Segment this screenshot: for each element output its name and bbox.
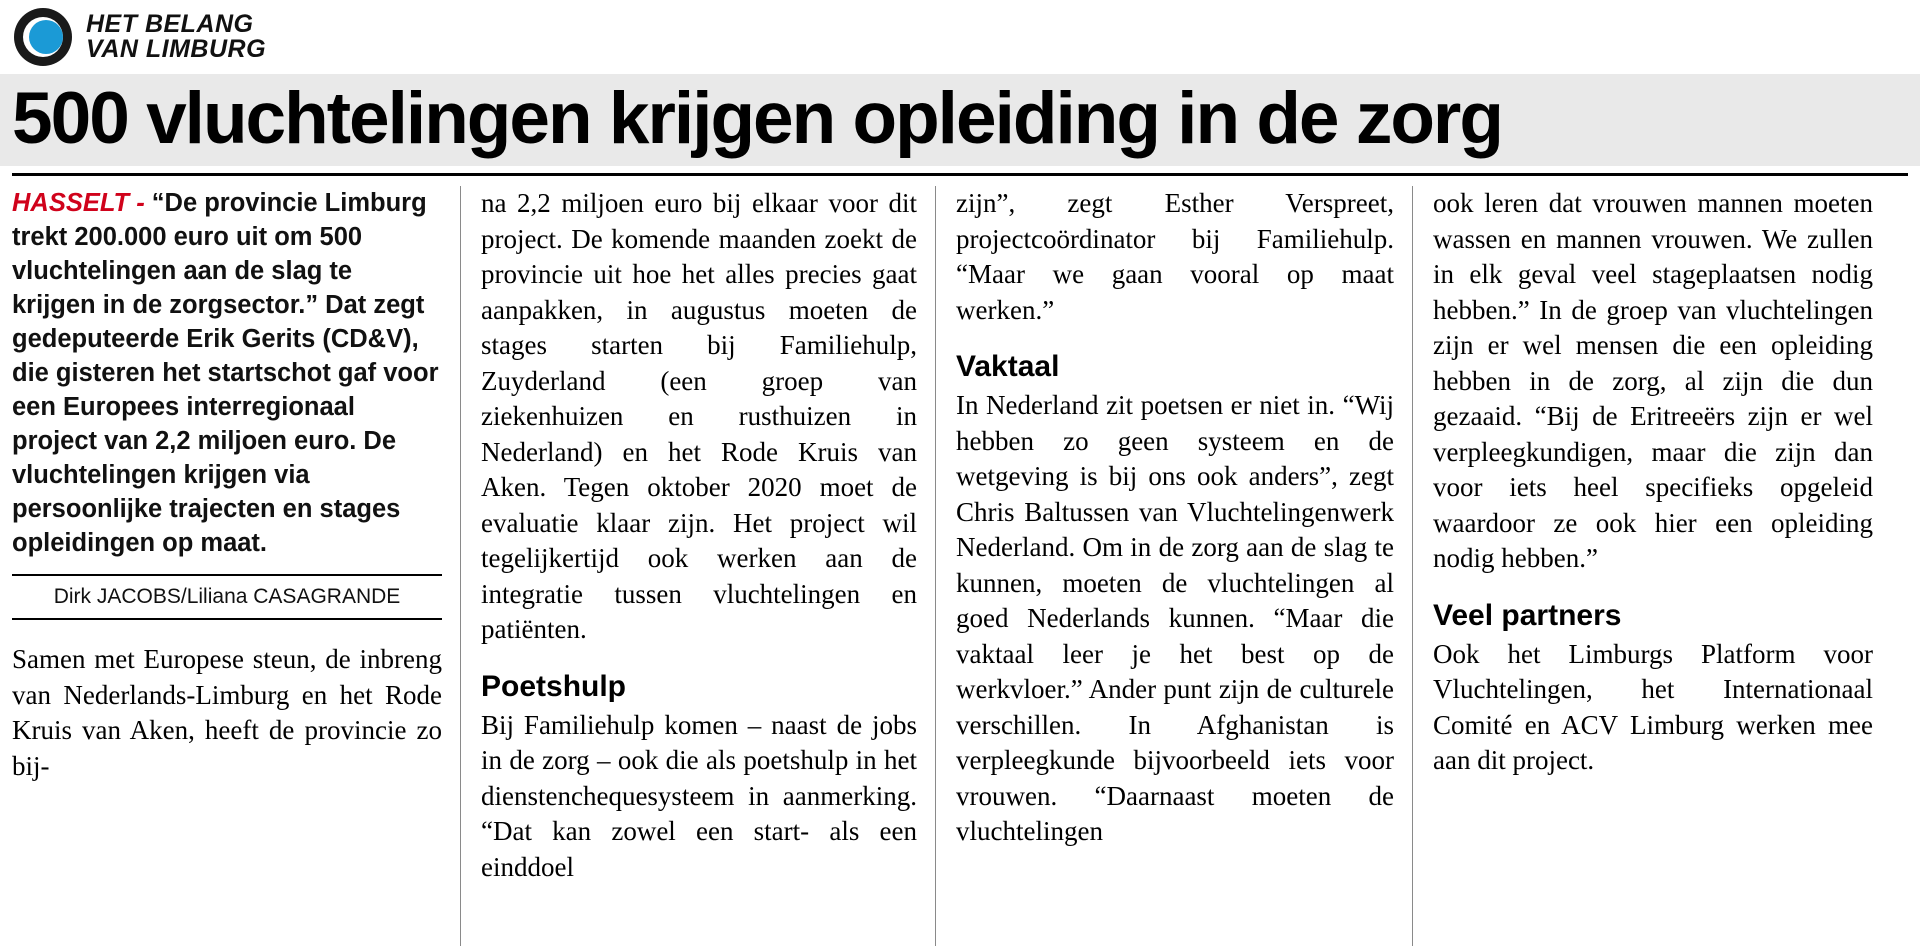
- masthead-line-2: VAN LIMBURG: [86, 35, 267, 63]
- body-paragraph: Ook het Limburgs Platform voor Vluchtelingen, het Internationaal Comité en ACV Limburg werken mee aan dit project.: [1433, 638, 1873, 775]
- body-paragraph: In Nederland zit poetsen er niet in. “Wij hebben zo geen systeem en de wetgeving is bij ons ook anders”, zegt Chris Baltussen van Vluchtelingenwerk Nederland. Om in de zorg aan de slag te kunnen, moeten de vluchtelingen al goed Nederlands kunnen. “Maar die vaktaal leer je het best op de werkvloer.” Ander punt zijn de culturele verschillen. In Afghanistan is verpleegkunde bijvoorbeeld iets voor vrouwen. “Daarnaast moeten de vluchtelingen: [956, 390, 1394, 846]
- column-3: [935, 186, 1412, 946]
- masthead: [14, 6, 266, 68]
- lead-text: “De provincie Limburg trekt 200.000 euro uit om 500 vluchtelingen aan de slag te krijgen in de zorgsector.” Dat zegt gedeputeerde Erik Gerits (CD&V), die gisteren het startschot gaf voor een Europees interregionaal project van 2,2 miljoen euro. De vluchtelingen krijgen via persoonlijke trajecten en stages opleidingen op maat.: [12, 189, 439, 557]
- subhead-poetshulp: Poetshulp: [481, 669, 627, 703]
- lead-paragraph: [12, 186, 442, 560]
- masthead-wordmark: [86, 12, 266, 62]
- subhead-vaktaal: Vaktaal: [956, 350, 1060, 383]
- body-paragraph: na 2,2 miljoen euro bij elkaar voor dit project. De komende maanden zoekt de provincie uit hoe het alles precies gaat aanpakken, in augustus moeten de stages starten bij Familiehulp, Zuyderland (een groep van ziekenhuizen en rusthuizen in Nederland) en het Rode Kruis van Aken. Tegen oktober 2020 moet de evaluatie klaar zijn. Het project wil tegelijkertijd ook werken aan de integratie tussen vluchtelingen en patiënten.: [481, 188, 917, 644]
- body-paragraph: ook leren dat vrouwen mannen moeten wassen en mannen vrouwen. We zullen in elk geval veel stageplaatsen nodig hebben.” In de groep van vluchtelingen zijn er wel mensen die een opleiding hebben in de zorg, al zijn die dun gezaaid. “Bij de Eritreeërs zijn er wel verpleegkundigen, maar die zijn dan voor iets heel specifieks opgeleid waardoor ze ook hier een opleiding nodig hebben.”: [1433, 188, 1873, 573]
- subhead-veel-partners: Veel partners: [1433, 598, 1622, 632]
- body-paragraph: Samen met Europese steun, de inbreng van Nederlands-Limburg en het Rode Kruis van Aken, heeft de provincie zo bij-: [12, 644, 442, 781]
- article-headline: 500 vluchtelingen krijgen opleiding in de zorg: [12, 78, 1502, 159]
- column-4: [1412, 186, 1873, 946]
- masthead-line-1: HET BELANG: [86, 10, 254, 38]
- column-1: [12, 186, 460, 946]
- dateline: HASSELT -: [12, 189, 145, 217]
- body-paragraph: zijn”, zegt Esther Verspreet, projectcoördinator bij Familiehulp. “Maar we gaan vooral op maat werken.”: [956, 188, 1394, 325]
- byline-rule-bottom: [12, 618, 442, 620]
- headline-divider: [12, 173, 1908, 176]
- body-paragraph: Bij Familiehulp komen – naast de jobs in de zorg – ook die als poetshulp in het dienstenchequesysteem in aanmerking. “Dat kan zowel een start- als een einddoel: [481, 709, 917, 882]
- logo-blue-dot: [29, 20, 63, 54]
- hbvl-logo-icon: [14, 8, 72, 66]
- byline: Dirk JACOBS/Liliana CASAGRANDE: [53, 585, 401, 608]
- column-2: [460, 186, 935, 946]
- article-columns: [12, 186, 1908, 946]
